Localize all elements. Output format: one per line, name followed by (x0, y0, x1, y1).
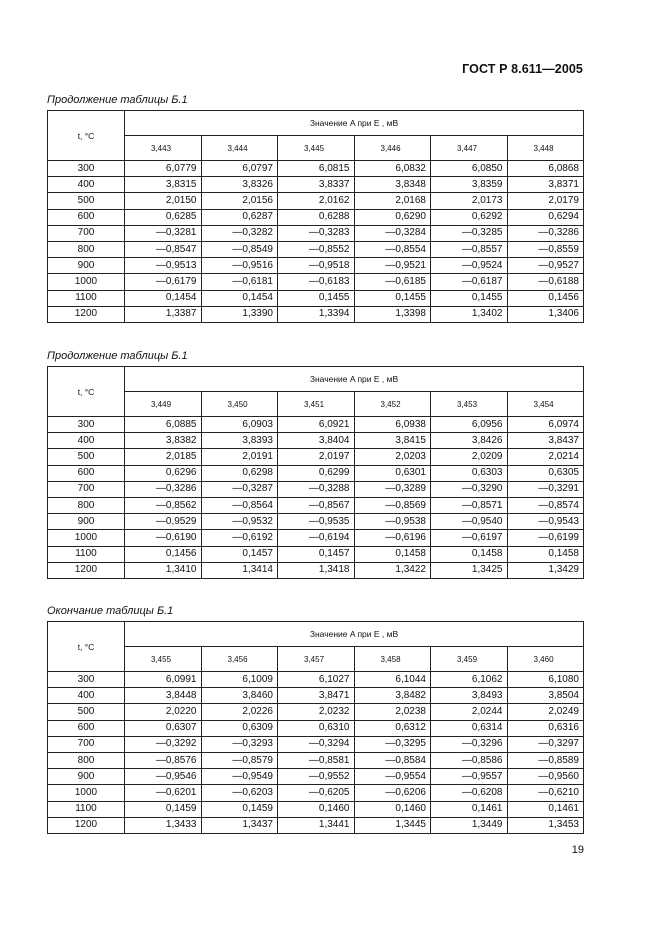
column-header: 3,458 (354, 647, 431, 672)
value-cell: 6,1044 (354, 672, 431, 688)
table-row (48, 514, 584, 530)
value-cell: —0,9535 (278, 514, 355, 530)
value-cell: 0,1458 (354, 546, 431, 562)
value-cell: 0,6307 (125, 720, 202, 736)
value-cell: 6,0815 (278, 161, 355, 177)
value-cell: 2,0214 (507, 449, 584, 465)
temperature-cell: 1200 (48, 817, 125, 833)
group-header: Значение A при E , мВ (125, 111, 584, 136)
column-header: 3,456 (201, 647, 278, 672)
value-cell: —0,6187 (431, 274, 508, 290)
value-cell: —0,8589 (507, 752, 584, 768)
value-cell: 2,0162 (278, 193, 355, 209)
page-number: 19 (571, 844, 584, 856)
value-cell: —0,8574 (507, 497, 584, 513)
data-table (47, 110, 584, 323)
value-cell: 2,0156 (201, 193, 278, 209)
value-cell: 3,8382 (125, 433, 202, 449)
column-header: 3,450 (201, 392, 278, 417)
value-cell: —0,6206 (354, 785, 431, 801)
value-cell: —0,6188 (507, 274, 584, 290)
value-cell: —0,8559 (507, 241, 584, 257)
value-cell: 2,0203 (354, 449, 431, 465)
value-cell: 1,3406 (507, 306, 584, 322)
table-caption: Окончание таблицы Б.1 (47, 605, 174, 617)
value-cell: 3,8493 (431, 688, 508, 704)
value-cell: —0,3293 (201, 736, 278, 752)
value-cell: 1,3402 (431, 306, 508, 322)
value-cell: —0,3287 (201, 481, 278, 497)
value-cell: 1,3398 (354, 306, 431, 322)
value-cell: —0,8557 (431, 241, 508, 257)
value-cell: 1,3453 (507, 817, 584, 833)
value-cell: 6,0779 (125, 161, 202, 177)
temperature-cell: 400 (48, 433, 125, 449)
value-cell: —0,9524 (431, 258, 508, 274)
value-cell: —0,3297 (507, 736, 584, 752)
table-row (48, 433, 584, 449)
t-header: t, °C (48, 111, 125, 161)
table-row (48, 785, 584, 801)
column-header: 3,460 (507, 647, 584, 672)
column-header: 3,444 (201, 136, 278, 161)
temperature-cell: 1000 (48, 274, 125, 290)
temperature-cell: 600 (48, 465, 125, 481)
value-cell: —0,9540 (431, 514, 508, 530)
value-cell: 0,6299 (278, 465, 355, 481)
group-header: Значение A при E , мВ (125, 622, 584, 647)
value-cell: —0,3290 (431, 481, 508, 497)
value-cell: 1,3390 (201, 306, 278, 322)
t-header: t, °C (48, 622, 125, 672)
table-row (48, 465, 584, 481)
value-cell: 0,1460 (278, 801, 355, 817)
temperature-cell: 800 (48, 241, 125, 257)
value-cell: 6,1062 (431, 672, 508, 688)
value-cell: 6,0938 (354, 417, 431, 433)
value-cell: 1,3429 (507, 562, 584, 578)
value-cell: —0,9516 (201, 258, 278, 274)
temperature-cell: 700 (48, 225, 125, 241)
temperature-cell: 1200 (48, 562, 125, 578)
table-row (48, 449, 584, 465)
value-cell: 3,8437 (507, 433, 584, 449)
value-cell: 0,6296 (125, 465, 202, 481)
temperature-cell: 800 (48, 497, 125, 513)
value-cell: 0,1455 (278, 290, 355, 306)
value-cell: 0,6309 (201, 720, 278, 736)
value-cell: 6,0850 (431, 161, 508, 177)
value-cell: 1,3449 (431, 817, 508, 833)
value-cell: 0,1459 (201, 801, 278, 817)
temperature-cell: 600 (48, 720, 125, 736)
value-cell: 3,8471 (278, 688, 355, 704)
value-cell: 0,6314 (431, 720, 508, 736)
value-cell: 0,6316 (507, 720, 584, 736)
value-cell: 2,0209 (431, 449, 508, 465)
column-header: 3,453 (431, 392, 508, 417)
value-cell: 0,1459 (125, 801, 202, 817)
temperature-cell: 900 (48, 769, 125, 785)
value-cell: 2,0226 (201, 704, 278, 720)
value-cell: 0,1457 (278, 546, 355, 562)
table-caption: Продолжение таблицы Б.1 (47, 94, 188, 106)
table-row (48, 736, 584, 752)
temperature-cell: 900 (48, 514, 125, 530)
value-cell: 0,1456 (507, 290, 584, 306)
temperature-cell: 400 (48, 688, 125, 704)
value-cell: —0,8549 (201, 241, 278, 257)
value-cell: 6,0832 (354, 161, 431, 177)
value-cell: 0,1460 (354, 801, 431, 817)
temperature-cell: 300 (48, 417, 125, 433)
temperature-cell: 600 (48, 209, 125, 225)
value-cell: 6,0885 (125, 417, 202, 433)
t-header: t, °C (48, 367, 125, 417)
value-cell: —0,8584 (354, 752, 431, 768)
value-cell: 2,0238 (354, 704, 431, 720)
value-cell: 2,0232 (278, 704, 355, 720)
table-row (48, 530, 584, 546)
value-cell: 0,6285 (125, 209, 202, 225)
column-header: 3,443 (125, 136, 202, 161)
temperature-cell: 1000 (48, 530, 125, 546)
value-cell: 2,0185 (125, 449, 202, 465)
table-body (48, 161, 584, 323)
value-cell: 2,0173 (431, 193, 508, 209)
value-cell: 3,8426 (431, 433, 508, 449)
value-cell: 3,8460 (201, 688, 278, 704)
column-header: 3,446 (354, 136, 431, 161)
value-cell: 1,3422 (354, 562, 431, 578)
table-row (48, 688, 584, 704)
value-cell: 1,3394 (278, 306, 355, 322)
value-cell: 3,8504 (507, 688, 584, 704)
value-cell: 3,8482 (354, 688, 431, 704)
value-cell: —0,6183 (278, 274, 355, 290)
temperature-cell: 1100 (48, 290, 125, 306)
table-caption: Продолжение таблицы Б.1 (47, 350, 188, 362)
column-header: 3,447 (431, 136, 508, 161)
value-cell: 0,1461 (507, 801, 584, 817)
value-cell: —0,8562 (125, 497, 202, 513)
value-cell: —0,9532 (201, 514, 278, 530)
temperature-cell: 1000 (48, 785, 125, 801)
value-cell: 0,6303 (431, 465, 508, 481)
value-cell: —0,3296 (431, 736, 508, 752)
table-row (48, 801, 584, 817)
value-cell: —0,9560 (507, 769, 584, 785)
value-cell: 1,3418 (278, 562, 355, 578)
value-cell: 2,0179 (507, 193, 584, 209)
value-cell: 3,8415 (354, 433, 431, 449)
value-cell: 6,1009 (201, 672, 278, 688)
value-cell: 6,0797 (201, 161, 278, 177)
value-cell: 0,1461 (431, 801, 508, 817)
value-cell: 3,8404 (278, 433, 355, 449)
value-cell: —0,6203 (201, 785, 278, 801)
table-row (48, 274, 584, 290)
column-header: 3,449 (125, 392, 202, 417)
standard-designation: ГОСТ Р 8.611—2005 (462, 62, 583, 76)
temperature-cell: 400 (48, 177, 125, 193)
value-cell: 0,1454 (125, 290, 202, 306)
table-row (48, 720, 584, 736)
value-cell: 0,1455 (431, 290, 508, 306)
value-cell: 2,0150 (125, 193, 202, 209)
table-row (48, 258, 584, 274)
data-table (47, 366, 584, 579)
value-cell: —0,3284 (354, 225, 431, 241)
value-cell: —0,8564 (201, 497, 278, 513)
table-row (48, 752, 584, 768)
temperature-cell: 800 (48, 752, 125, 768)
column-header: 3,445 (278, 136, 355, 161)
value-cell: 2,0197 (278, 449, 355, 465)
value-cell: —0,8576 (125, 752, 202, 768)
table-row (48, 546, 584, 562)
temperature-cell: 500 (48, 449, 125, 465)
value-cell: 6,1080 (507, 672, 584, 688)
value-cell: 6,0868 (507, 161, 584, 177)
value-cell: 3,8393 (201, 433, 278, 449)
value-cell: 3,8315 (125, 177, 202, 193)
column-header: 3,451 (278, 392, 355, 417)
value-cell: 6,0921 (278, 417, 355, 433)
value-cell: 2,0191 (201, 449, 278, 465)
table-row (48, 769, 584, 785)
value-cell: 1,3437 (201, 817, 278, 833)
temperature-cell: 900 (48, 258, 125, 274)
value-cell: —0,6192 (201, 530, 278, 546)
column-header: 3,455 (125, 647, 202, 672)
group-header: Значение A при E , мВ (125, 367, 584, 392)
table-row (48, 417, 584, 433)
value-cell: 0,6305 (507, 465, 584, 481)
value-cell: —0,9527 (507, 258, 584, 274)
value-cell: 6,0956 (431, 417, 508, 433)
value-cell: 3,8326 (201, 177, 278, 193)
value-cell: —0,8567 (278, 497, 355, 513)
temperature-cell: 500 (48, 193, 125, 209)
table-row (48, 161, 584, 177)
value-cell: 2,0220 (125, 704, 202, 720)
table-row (48, 193, 584, 209)
value-cell: —0,6201 (125, 785, 202, 801)
value-cell: —0,6179 (125, 274, 202, 290)
temperature-cell: 1200 (48, 306, 125, 322)
table-row (48, 209, 584, 225)
temperature-cell: 1100 (48, 546, 125, 562)
value-cell: —0,8581 (278, 752, 355, 768)
value-cell: —0,3289 (354, 481, 431, 497)
table-row (48, 481, 584, 497)
column-header: 3,459 (431, 647, 508, 672)
value-cell: —0,6196 (354, 530, 431, 546)
value-cell: 1,3433 (125, 817, 202, 833)
value-cell: 0,6312 (354, 720, 431, 736)
value-cell: 2,0249 (507, 704, 584, 720)
value-cell: 0,6298 (201, 465, 278, 481)
value-cell: —0,3295 (354, 736, 431, 752)
column-header: 3,457 (278, 647, 355, 672)
temperature-cell: 300 (48, 672, 125, 688)
value-cell: 1,3410 (125, 562, 202, 578)
table-row (48, 497, 584, 513)
value-cell: 0,6301 (354, 465, 431, 481)
value-cell: —0,6210 (507, 785, 584, 801)
value-cell: —0,3285 (431, 225, 508, 241)
value-cell: —0,6181 (201, 274, 278, 290)
table-row (48, 672, 584, 688)
table-row (48, 562, 584, 578)
temperature-cell: 700 (48, 736, 125, 752)
value-cell: 3,8359 (431, 177, 508, 193)
table-body (48, 417, 584, 579)
value-cell: —0,9549 (201, 769, 278, 785)
value-cell: —0,8586 (431, 752, 508, 768)
value-cell: —0,3291 (507, 481, 584, 497)
value-cell: —0,9538 (354, 514, 431, 530)
value-cell: —0,8552 (278, 241, 355, 257)
temperature-cell: 700 (48, 481, 125, 497)
value-cell: 0,6294 (507, 209, 584, 225)
value-cell: 1,3425 (431, 562, 508, 578)
value-cell: 6,0903 (201, 417, 278, 433)
value-cell: 2,0168 (354, 193, 431, 209)
table-row (48, 241, 584, 257)
column-header: 3,448 (507, 136, 584, 161)
value-cell: —0,6194 (278, 530, 355, 546)
value-cell: —0,3282 (201, 225, 278, 241)
table-row (48, 290, 584, 306)
column-header: 3,452 (354, 392, 431, 417)
temperature-cell: 1100 (48, 801, 125, 817)
value-cell: 2,0244 (431, 704, 508, 720)
value-cell: —0,9557 (431, 769, 508, 785)
value-cell: —0,9529 (125, 514, 202, 530)
value-cell: —0,8547 (125, 241, 202, 257)
value-cell: 0,1457 (201, 546, 278, 562)
column-header: 3,454 (507, 392, 584, 417)
value-cell: 0,6310 (278, 720, 355, 736)
value-cell: 1,3441 (278, 817, 355, 833)
value-cell: —0,6208 (431, 785, 508, 801)
table-row (48, 225, 584, 241)
value-cell: —0,3283 (278, 225, 355, 241)
value-cell: 0,1455 (354, 290, 431, 306)
value-cell: —0,3286 (125, 481, 202, 497)
value-cell: 1,3445 (354, 817, 431, 833)
value-cell: —0,9543 (507, 514, 584, 530)
value-cell: 0,6292 (431, 209, 508, 225)
value-cell: 0,6288 (278, 209, 355, 225)
value-cell: —0,8579 (201, 752, 278, 768)
value-cell: 3,8371 (507, 177, 584, 193)
value-cell: —0,9513 (125, 258, 202, 274)
value-cell: —0,9521 (354, 258, 431, 274)
table-row (48, 704, 584, 720)
value-cell: —0,6199 (507, 530, 584, 546)
value-cell: 0,1458 (431, 546, 508, 562)
data-table (47, 621, 584, 834)
value-cell: 1,3387 (125, 306, 202, 322)
value-cell: —0,8554 (354, 241, 431, 257)
temperature-cell: 300 (48, 161, 125, 177)
value-cell: —0,6190 (125, 530, 202, 546)
value-cell: 0,6287 (201, 209, 278, 225)
value-cell: 1,3414 (201, 562, 278, 578)
value-cell: —0,6185 (354, 274, 431, 290)
value-cell: 0,6290 (354, 209, 431, 225)
value-cell: —0,3286 (507, 225, 584, 241)
value-cell: 3,8448 (125, 688, 202, 704)
table-row (48, 306, 584, 322)
table-row (48, 817, 584, 833)
table-row (48, 177, 584, 193)
value-cell: —0,9546 (125, 769, 202, 785)
value-cell: —0,8569 (354, 497, 431, 513)
temperature-cell: 500 (48, 704, 125, 720)
value-cell: —0,6205 (278, 785, 355, 801)
value-cell: 0,1454 (201, 290, 278, 306)
value-cell: —0,3292 (125, 736, 202, 752)
value-cell: 0,1456 (125, 546, 202, 562)
value-cell: —0,3288 (278, 481, 355, 497)
value-cell: —0,9554 (354, 769, 431, 785)
value-cell: —0,3294 (278, 736, 355, 752)
value-cell: —0,3281 (125, 225, 202, 241)
value-cell: —0,9552 (278, 769, 355, 785)
value-cell: 0,1458 (507, 546, 584, 562)
value-cell: —0,8571 (431, 497, 508, 513)
value-cell: —0,9518 (278, 258, 355, 274)
value-cell: —0,6197 (431, 530, 508, 546)
value-cell: 6,0974 (507, 417, 584, 433)
value-cell: 3,8337 (278, 177, 355, 193)
value-cell: 3,8348 (354, 177, 431, 193)
table-body (48, 672, 584, 834)
value-cell: 6,0991 (125, 672, 202, 688)
value-cell: 6,1027 (278, 672, 355, 688)
